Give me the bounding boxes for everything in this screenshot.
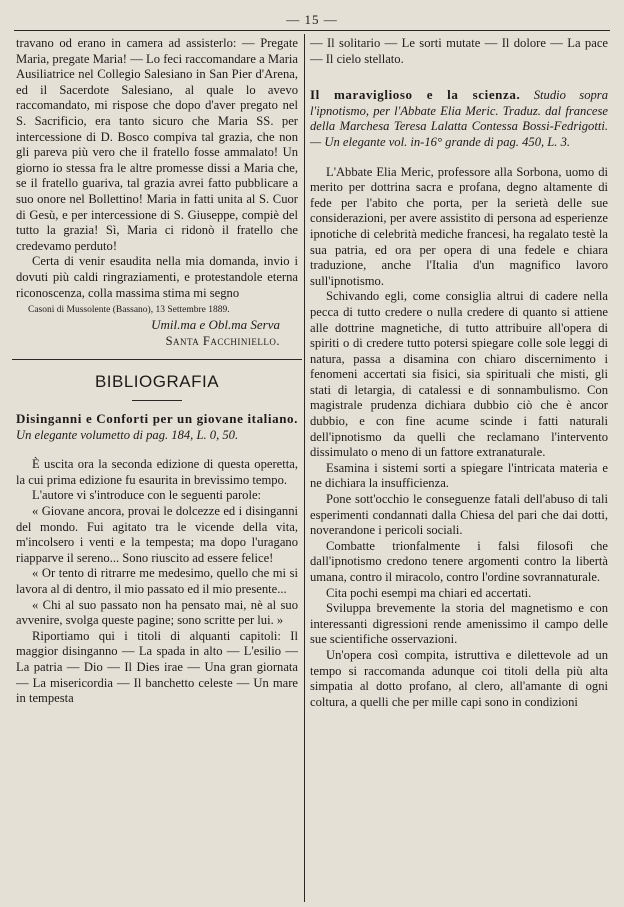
left-column: [16, 36, 298, 707]
entry-title: Il maraviglioso e la scienza.: [310, 87, 521, 103]
review-paragraph: Cita pochi esempi ma chiari ed accertati.: [326, 585, 532, 600]
review-paragraph: Riportiamo qui i titoli di alquanti capitoli: Il maggior disinganno — La spada in alto — L'esilio — La patria — Dio — Il Dies irae — Una gran giornata — La misericordia — Il banchetto celeste — Un mare in tempesta: [16, 628, 298, 706]
header-rule: [14, 30, 610, 31]
page-number: — 15 —: [286, 12, 338, 27]
review-paragraph: Un'opera così compita, istruttiva e dilettevole ad un tempo si raccomanda adunque coi titoli della più alta simpatia al dotto profano, al clero, all'amante di ogni coltura, a quelli che per mille capi sono in condizioni: [310, 647, 608, 709]
review-paragraph: L'autore vi s'introduce con le seguenti parole:: [32, 488, 262, 503]
section-rule: [12, 359, 302, 360]
bibliography-entry-header: [16, 411, 298, 443]
signature-name: Santa Facchiniello.: [165, 334, 280, 349]
spacer: [310, 67, 608, 81]
review-paragraph: Schivando egli, come consiglia altrui di cadere nella pecca di tutto credere o nulla credere di quanto si attiene alle dottrine magnetiche, di tutto attribuire all'opera di spiriti o di credere tutto potersi spiegare colle sole leggi di natura, passa a disamina con chiaro discernimento i fenomeni accertati sia fisici, sia spirituali che misti, gli stati di letargia, di catalessi e di sonnambulismo. Con magistrale prudenza dichiara dubbio ciò che è ancor dubbio, e con fine acume scinde i fatti naturali dell'ipnotismo da quelli che reclamano l'intervento dissimulato o meno di un fattore extranaturale.: [310, 289, 608, 460]
review-paragraph: È uscita ora la seconda edizione di questa operetta, la cui prima edizione fu esaurita in brevissimo tempo.: [16, 457, 298, 487]
review-paragraph: « Giovane ancora, provai le dolcezze ed i disinganni del mondo. Fui agitato tra le vicende della vita, m'incolsero i venti e la tempesta; ma dopo l'uragano riapparve il sereno... Sono riuscito ad essere felice!: [16, 504, 298, 565]
chapter-list-continuation: — Il solitario — Le sorti mutate — Il dolore — La pace — Il cielo stellato.: [310, 36, 608, 66]
spacer: [310, 151, 608, 165]
review-paragraph: « Or tento di ritrarre me medesimo, quello che mi si lavora al di dentro, il mio passato ed il mio presente...: [16, 566, 298, 597]
letter-paragraph: Certa di venir esaudita nella mia domanda, invio i dovuti più caldi ringraziamenti, e protestandole eterna riconoscenza, colla massima stima mi segno: [16, 254, 298, 300]
section-underline: [132, 400, 182, 401]
review-paragraph: Combatte trionfalmente i falsi filosofi che dall'ipnotismo credono tenere argomenti contro la libertà umana, contro il miracolo, contro l'ordine sovrannaturale.: [310, 538, 608, 584]
review-paragraph: « Chi al suo passato non ha pensato mai, nè al suo avvenire, svolga queste pagine; sono scritte per lui. »: [16, 597, 298, 628]
entry-title: Disinganni e Conforti per un giovane italiano.: [16, 411, 298, 427]
spacer: [16, 443, 298, 457]
review-paragraph: L'Abbate Elia Meric, professore alla Sorbona, uomo di merito per dottrina sacra e profana, degno altamente di fede per l'abito che porta, per la serietà delle sue considerazioni, per avere assistito di persona ad esperienze ipnotiche di celebrità mediche francesi, ha regalato testè la sua patria, ed ora per opera di una fedele e chiara traduzione, anche l'Italia d'un magnifico lavoro sull'ipnotismo.: [310, 164, 608, 288]
place-date: Casoni di Mussolente (Bassano), 13 Settembre 1889.: [28, 305, 230, 316]
review-paragraph: Esamina i sistemi sorti a spiegare l'intricata materia e ne dichiara la insufficienza.: [310, 460, 608, 491]
right-column: [310, 36, 608, 710]
entry-details: Un elegante volumetto di pag. 184, L. 0, 50.: [16, 427, 239, 442]
entry-details: Studio sopra l'ipnotismo, per l'Abbate Elia Meric. Traduz. dal francese della Marchesa Teresa Lalatta Contessa Bossi-Fedrigotti. — Un elegante vol. in-16° grande di pag. 450, L. 3.: [310, 88, 608, 149]
letter-paragraph: travano od erano in camera ad assisterlo: — Pregate Maria, pregate Maria! — Lo feci raccomandare a Maria Ausiliatrice nel Collegio Salesiano in San Pier d'Arena, ed il Sacerdote Salesiano, al quale lo avevo raccomandato, mi rispose che dopo d'aver pregato nel S. Sacrificio, era tanto sicuro che Maria SS. per intercessione di D. Bosco compiva tal grazia, che non gli pareva più vero che il fratello fosse ammalato! Un giorno io stessa fra le altre promesse dissi a Maria che, se il fratello guariva, tal grazia avrei fatto pubblicare a suo onore nel Bollettino! Maria in fatti unita al S. Cuor di Gesù, e per intercessione di S. Giuseppe, compiè del tutto la grazia! Sì, Maria ci ridonò il fratello che credevamo perduto!: [16, 36, 298, 253]
signature-line: Umil.ma e Obl.ma Serva: [151, 317, 280, 333]
section-title: BIBLIOGRAFIA: [94, 372, 220, 392]
column-divider: [304, 34, 305, 902]
review-paragraph: Pone sott'occhio le conseguenze fatali dell'abuso di tali esperimenti condannati dalla Chiesa del pari che dai dotti, noverandone i pericoli sociali.: [310, 492, 608, 538]
review-paragraph: Sviluppa brevemente la storia del magnetismo e con interessanti digressioni rende amenissimo il campo delle sue scientifiche osservazioni.: [310, 601, 608, 647]
bibliography-entry-header: [310, 87, 608, 150]
